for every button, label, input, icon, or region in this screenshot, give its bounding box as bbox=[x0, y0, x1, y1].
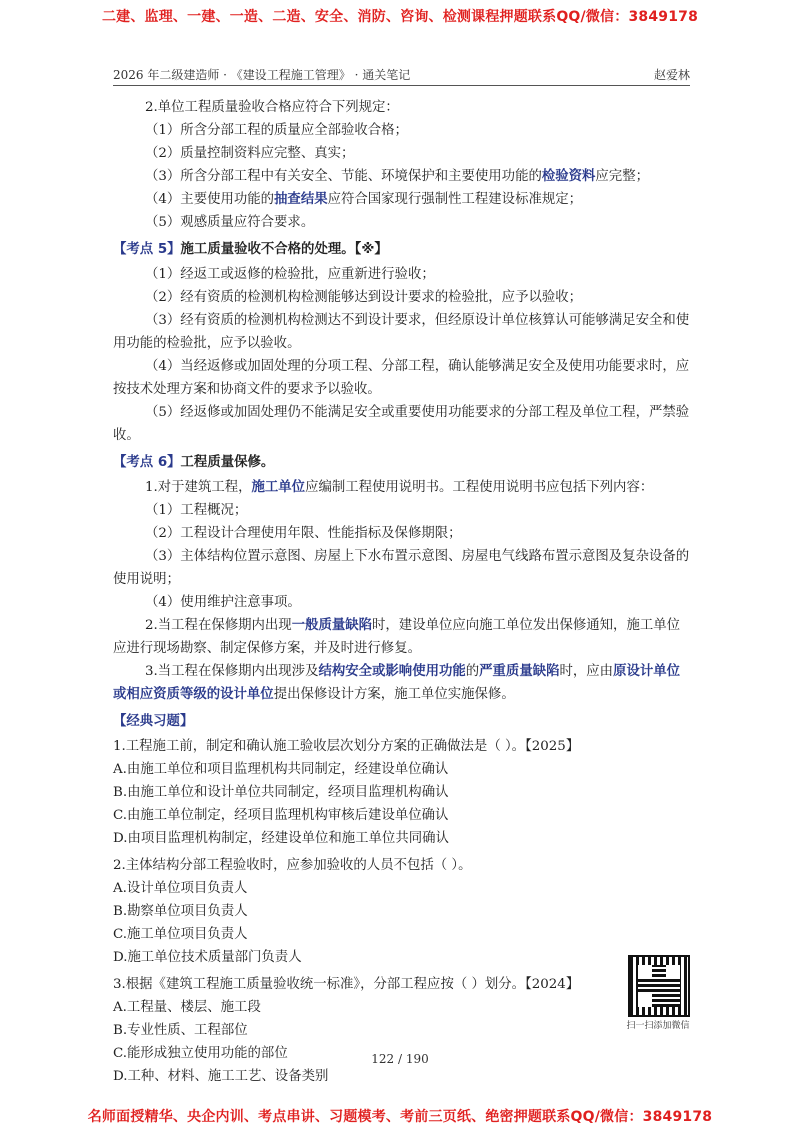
k6-item-1: （1）工程概况； bbox=[145, 503, 248, 518]
q3-option-b: B.专业性质、工程部位 bbox=[113, 1023, 248, 1038]
qr-caption: 扫一扫添加微信 bbox=[626, 1021, 690, 1031]
running-header bbox=[113, 66, 690, 83]
s2-item-1: （1）所含分部工程的质量应全部验收合格； bbox=[145, 123, 408, 138]
highlight-term: 严重质量缺陷 bbox=[479, 663, 560, 679]
highlight-term: 原设计单位或相应资质等级的设计单位 bbox=[113, 663, 681, 702]
top-banner: 二建、监理、一建、一造、二造、安全、消防、咨询、检测课程押题联系QQ/微信：3849178 bbox=[101, 9, 699, 25]
section-title: 施工质量验收不合格的处理。【※】 bbox=[180, 242, 388, 257]
highlight-term: 抽查结果 bbox=[274, 191, 328, 207]
k6-item-2: （2）工程设计合理使用年限、性能指标及保修期限； bbox=[145, 526, 462, 541]
qr-code-icon bbox=[628, 955, 690, 1017]
section-title: 工程质量保修。 bbox=[180, 455, 275, 470]
highlight-term: 检验资料 bbox=[541, 168, 596, 184]
q3-stem: 3.根据《建筑工程施工质量验收统一标准》，分部工程应按（ ）划分。【2024】 bbox=[113, 977, 580, 992]
q3-option-a: A.工程量、楼层、施工段 bbox=[113, 1000, 261, 1015]
q2-option-a: A.设计单位项目负责人 bbox=[113, 881, 248, 896]
section-tag: 【考点 5】 bbox=[113, 242, 181, 257]
page-body bbox=[113, 96, 690, 1088]
q3-option-d: D.工种、材料、施工工艺、设备类别 bbox=[113, 1069, 329, 1084]
q2-option-d: D.施工单位技术质量部门负责人 bbox=[113, 950, 302, 965]
highlight-term: 施工单位 bbox=[251, 479, 306, 495]
q1-option-c: C.由施工单位制定，经项目监理机构审核后建设单位确认 bbox=[113, 808, 449, 823]
q2-option-c: C.施工单位项目负责人 bbox=[113, 927, 248, 942]
k6-para-3: 3.当工程在保修期内出现涉及结构安全或影响使用功能的严重质量缺陷时，应由原设计单位或相应资质等级的设计单位提出保修设计方案，施工单位实施保修。 bbox=[113, 663, 681, 702]
k6-para-1: 1.对于建筑工程，施工单位应编制工程使用说明书。工程使用说明书应包括下列内容： bbox=[145, 479, 654, 495]
k6-item-3: （3）主体结构位置示意图、房屋上下水布置示意图、房屋电气线路布置示意图及复杂设备的使用说明； bbox=[113, 549, 690, 587]
s2-item-2: （2）质量控制资料应完整、真实； bbox=[145, 146, 355, 161]
s2-title: 2.单位工程质量验收合格应符合下列规定： bbox=[145, 100, 399, 115]
header-author: 赵爱林 bbox=[653, 68, 690, 82]
k5-item-2: （2）经有资质的检测机构检测能够达到设计要求的检验批，应予以验收； bbox=[145, 290, 583, 305]
highlight-term: 一般质量缺陷 bbox=[291, 617, 373, 633]
section-heading-k6 bbox=[113, 451, 690, 474]
highlight-term: 结构安全或影响使用功能 bbox=[318, 663, 466, 679]
header-title: 2026 年二级建造师 · 《建设工程施工管理》 · 通关笔记 bbox=[113, 68, 411, 82]
page-number: 122 / 190 bbox=[371, 1052, 429, 1066]
q1-stem: 1.工程施工前，制定和确认施工验收层次划分方案的正确做法是（ ）。【2025】 bbox=[113, 739, 580, 754]
k6-para-2: 2.当工程在保修期内出现一般质量缺陷时，建设单位应向施工单位发出保修通知，施工单位应进行现场勘察、制定保修方案，并及时进行修复。 bbox=[113, 617, 681, 656]
header-rule bbox=[113, 85, 690, 86]
k5-item-5: （5）经返修或加固处理仍不能满足安全或重要使用功能要求的分部工程及单位工程，严禁验收。 bbox=[113, 405, 690, 443]
k5-item-4: （4）当经返修或加固处理的分项工程、分部工程，确认能够满足安全及使用功能要求时，应按技术处理方案和协商文件的要求予以验收。 bbox=[113, 359, 690, 397]
q1-option-a: A.由施工单位和项目监理机构共同制定，经建设单位确认 bbox=[113, 762, 449, 777]
s2-item-5: （5）观感质量应符合要求。 bbox=[145, 215, 315, 230]
section-tag: 【考点 6】 bbox=[113, 455, 181, 470]
section-heading-k5 bbox=[113, 238, 690, 261]
section-tag: 【经典习题】 bbox=[113, 714, 194, 729]
section-heading-exercises bbox=[113, 710, 690, 733]
q3-option-c: C.能形成独立使用功能的部位 bbox=[113, 1046, 288, 1061]
k5-item-1: （1）经返工或返修的检验批，应重新进行验收； bbox=[145, 267, 435, 282]
s2-item-4: （4）主要使用功能的抽查结果应符合国家现行强制性工程建设标准规定； bbox=[145, 191, 583, 207]
q1-option-b: B.由施工单位和设计单位共同制定，经项目监理机构确认 bbox=[113, 785, 449, 800]
q2-stem: 2.主体结构分部工程验收时，应参加验收的人员不包括（ ）。 bbox=[113, 858, 472, 873]
k6-item-4: （4）使用维护注意事项。 bbox=[145, 595, 301, 610]
q2-option-b: B.勘察单位项目负责人 bbox=[113, 904, 248, 919]
s2-item-3: （3）所含分部工程中有关安全、节能、环境保护和主要使用功能的检验资料应完整； bbox=[145, 168, 649, 184]
q1-option-d: D.由项目监理机构制定，经建设单位和施工单位共同确认 bbox=[113, 831, 449, 846]
bottom-banner: 名师面授精华、央企内训、考点串讲、习题模考、考前三页纸、绝密押题联系QQ/微信：3849178 bbox=[87, 1109, 713, 1125]
k5-item-3: （3）经有资质的检测机构检测达不到设计要求，但经原设计单位核算认可能够满足安全和使用功能的检验批，应予以验收。 bbox=[113, 313, 690, 351]
